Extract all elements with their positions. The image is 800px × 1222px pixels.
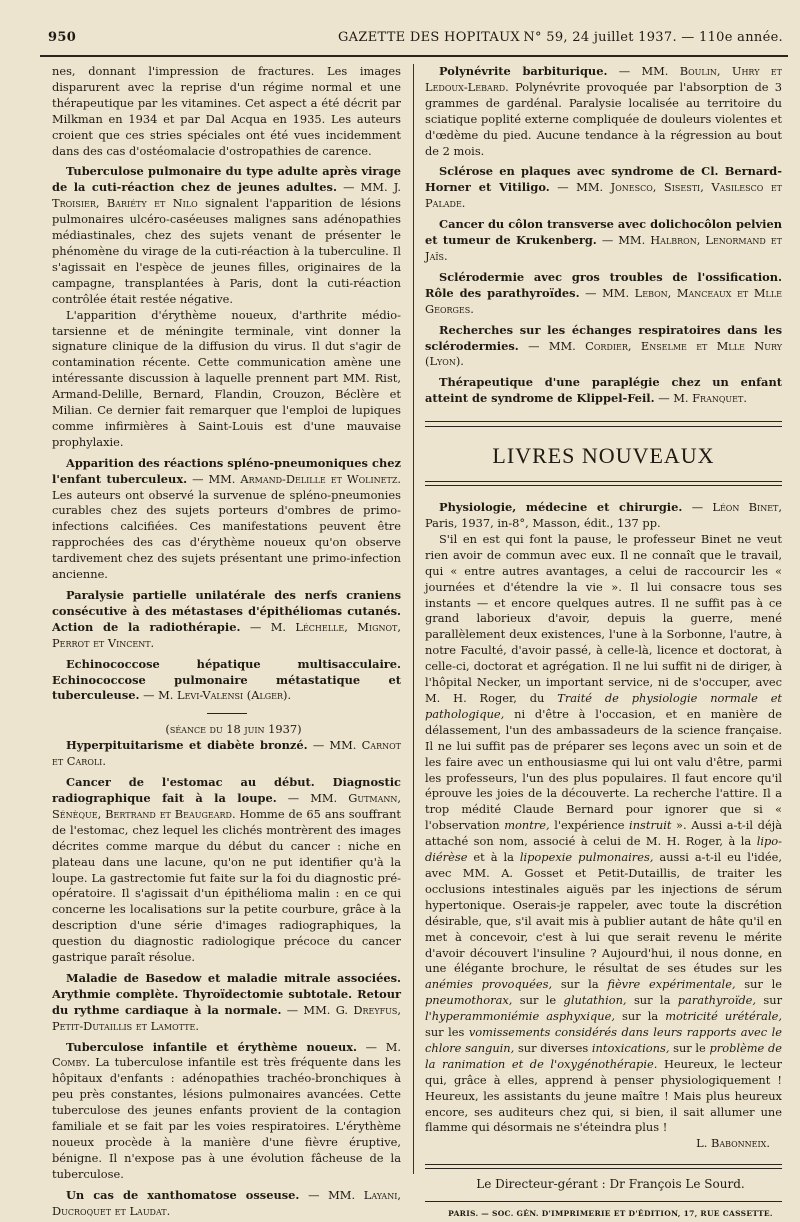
- entry-title: Tuberculose pulmonaire du type adulte après virage de la cuti-réaction chez de jeunes adultes.: [52, 164, 401, 195]
- entry-title: Sclérodermie avec gros troubles de l'ossification. Rôle des parathyroïdes.: [425, 269, 782, 300]
- entry-tuberculose-infantile: [52, 1040, 401, 1183]
- separator-rule: [207, 713, 247, 714]
- entry-title: Sclérose en plaques avec syndrome de Cl. Bernard-Horner et Vitiligo.: [425, 164, 782, 195]
- entry-title: Un cas de xanthomatose osseuse.: [66, 1187, 300, 1202]
- entry-title: Apparition des réactions spléno-pneumoniques chez l'enfant tuberculeux.: [52, 455, 401, 486]
- entry-authors: — MM. Boulin, Uhry et Ledoux-Lebard.: [425, 64, 782, 94]
- section-rule: [425, 421, 782, 427]
- section-title-rule: [425, 481, 782, 486]
- footer-rule: [425, 1164, 782, 1169]
- entry-authors: — MM. G. Dreyfus, Petit-Dutaillis et Lamotte.: [52, 1002, 401, 1033]
- entry-text: signalent l'apparition de lésions pulmonaires ulcéro-caséeuses malignes sans adénopathies médiastinales, chez des sujets venant de présenter le phénomène du virage de la cuti-réaction à la tuberculine. Il s'agissait en l'espèce de jeunes filles, originaires de la campagne, transplantées à Paris, dont la cuti-réaction contrôlée était restée négative.: [52, 196, 402, 306]
- section-title: LIVRES NOUVEAUX: [492, 443, 715, 469]
- page-header: [48, 30, 783, 50]
- entry-authors: — M. Levi-Valensi (Alger).: [143, 688, 292, 703]
- entry-authors: — MM. J. Troisier, Bariéty et Nilo: [52, 180, 402, 211]
- entry-authors: — MM. Layani, Ducroquet et Laudat.: [52, 1187, 401, 1218]
- entry-text: La tuberculose infantile est très fréquente dans les hôpitaux d'enfants : adénopathies trachéo-bronchiques à peu près constantes, lésions pulmonaires avancées. Cette tuberculose des jeunes enfants provient de la contagion familiale et se fait par les voies respiratoires. L'érythème noueux procède à la manière d'une fièvre éruptive, bénigne. Il n'expose pas à une évolution fâcheuse de la tuberculose.: [52, 1055, 401, 1181]
- entry-authors: — MM. Carnot et Caroli.: [52, 738, 402, 769]
- entry-echinococcose: [52, 657, 401, 705]
- entry-authors: — MM. Cordier, Enselme et Mlle Nury (Lyon).: [425, 338, 782, 369]
- entry-title: Recherches sur les échanges respiratoires dans les sclérodermies.: [425, 322, 782, 353]
- entry-authors: — MM. Jonesco, Sisesti, Vasilesco et Palade.: [425, 180, 783, 211]
- book-details: Paris, 1937, in-8°, Masson, édit., 137 pp.: [425, 516, 661, 531]
- entry-tuberculose-pulmonaire: [52, 164, 401, 307]
- book-title: Physiologie, médecine et chirurgie.: [439, 500, 683, 515]
- paragraph: L'apparition d'érythème noueux, d'arthrite médio-tarsienne et de méningite terminale, vint donner la signature clinique de la diffusion du virus. Il dut s'agir de contamination récente. Cette communication amène une intéressante discussion à laquelle prennent part MM. Rist, Armand-Delille, Bernard, Flandin, Crouzon, Béclère et Milian. Ce dernier fait remarquer que l'emploi de lupiques comme infirmières à Saint-Louis est d'une mauvaise prophylaxie.: [52, 307, 401, 449]
- entry-paralysie: [52, 588, 401, 652]
- entry-title: Cancer de l'estomac au début. Diagnostic radiographique fait à la loupe.: [52, 775, 401, 805]
- entry-authors: — M. Comby.: [52, 1039, 402, 1070]
- entry-klippel-feil: [425, 375, 782, 407]
- entry-title: Tuberculose infantile et érythème noueux.: [66, 1039, 357, 1054]
- entry-text: Polynévrite provoquée par l'absorption de 3 grammes de gardénal. Paralysie localisée au territoire du sciatique poplité externe compliquée de douleurs violentes et d'œdème du pied. Aucune tendance à la régression au bout de 2 mois.: [425, 79, 782, 158]
- entry-authors: — M. Léchelle, Mignot, Perrot et Vincent.: [52, 619, 401, 650]
- entry-hyperpituitarisme: [52, 738, 401, 770]
- right-column: [425, 64, 782, 1222]
- entry-polynevrite: [425, 64, 782, 159]
- issue-info: N° 59, 24 juillet 1937. — 110e année.: [523, 30, 783, 45]
- left-column: [52, 64, 401, 1220]
- book-review: S'il en est qui font la pause, le professeur Binet ne veut rien avoir de commun avec eux. Il ne connaît que le travail, qui « entre autres avantages, a celui de raccourcir les « journées et d'étendre la vie ». Il lui consacre tous ses instants — et encore quelques autres. Il ne suffit pas à ce grand laborieux d'avoir, depuis la guerre, mené parallèlement deux existences, l'une à la Sorbonne, l'autre, à notre Faculté, d'avoir passé, à celle-là, licence et doctorat, à celle-ci, doctorat et agrégation. Il ne lui suffit ni de diriger, à l'hôpital Necker, un important service, ni de s'occuper, avec M. H. Roger, du Traité de physiologie normale et pathologique, ni d'être à l'occasion, et en manière de délassement, l'un des ambassadeurs de la science française. Il ne lui suffit pas de préparer ses leçons avec un soin et de les faire avec un enthousiasme qui lui ont valu d'être, parmi les professeurs, l'un des plus populaires. Il faut encore qu'il éprouve les joies de la découverte. La recherche l'attire. Il a trop médité Claude Bernard pour ignorer que si « l'observation montre, l'expérience instruit ». Aussi a-t-il déjà attaché son nom, associé à celui de M. H. Roger, à la lipo-diérèse et à la lipopexie pulmonaires, aussi a-t-il eu l'idée, avec MM. A. Gosset et Petit-Dutaillis, de traiter les occlusions intestinales aiguës par les injections de sérum hypertonique. Oserais-je rappeler, avec toute la discrétion désirable, que, s'il avait mis à publier autant de hâte qu'il en met à concevoir, c'est à lui que serait revenu le mérite d'avoir découvert l'insuline ? Aujourd'hui, il nous donne, en une élégante brochure, le résultat de ses études sur les anémies provoquées, sur la fièvre expérimentale, sur le pneumothorax, sur le glutathion, sur la parathyroïde, sur l'hyperammoniémie asphyxique, sur la motricité urétérale, sur les vomissements considérés dans leurs rapports avec le chlore sanguin, sur diverses intoxications, sur le problème de la ranimation et de l'oxygénothérapie. Heureux, le lecteur qui, grâce à elles, apprend à penser physiologiquement ! Heureux, les assistants du jeune maître ! Mais plus heureux encore, ses auditeurs chez qui, si bien, il sait allumer une flamme qui désormais ne s'éteindra plus !: [425, 531, 783, 1135]
- director-line: Le Directeur-gérant : Dr François Le Sourd.: [476, 1177, 745, 1192]
- entry-authors: — MM. Armand-Delille et Wolinetz.: [192, 471, 402, 486]
- book-entry: [425, 500, 782, 532]
- entry-text: Les auteurs ont observé la survenue de spléno-pneumonies curables chez des sujets porteurs d'ombres de primo-infections calcifiées. Ces manifestations peuvent être rapprochées des cas d'érythème noueux qu'on observe tardivement chez des sujets présentant une primo-infection ancienne.: [52, 487, 401, 582]
- entry-authors: — MM. Gutmann, Sénèque, Bertrand et Beaugeard.: [52, 790, 402, 821]
- entry-sclerose-plaques: [425, 164, 782, 212]
- entry-title: Paralysie partielle unilatérale des nerfs craniens consécutive à des métastases d'épithéliomas cutanés. Action de la radiothérapie.: [52, 588, 401, 634]
- entry-cancer-colon: [425, 217, 782, 265]
- paragraph: nes, donnant l'impression de fractures. Les images disparurent avec la reprise d'un régime normal et une thérapeutique par les vitamines. Cet aspect a été décrit par Milkman en 1934 et par Dal Acqua en 1935. Les auteurs croient que ces stries spéciales ont été vues incidemment dans des cas d'ostéomalacie d'ostropathies de carence.: [52, 64, 401, 158]
- entry-title: Cancer du côlon transverse avec dolichocôlon pelvien et tumeur de Krukenberg.: [425, 217, 782, 248]
- entry-basedow: [52, 971, 401, 1035]
- journal-title: GAZETTE DES HOPITAUX: [338, 30, 520, 45]
- entry-title: Polynévrite barbiturique.: [439, 64, 608, 78]
- column-divider: [413, 64, 414, 1174]
- footer-rule-thin: [425, 1201, 782, 1202]
- seance-date: (séance du 18 juin 1937): [165, 722, 302, 737]
- entry-title: Hyperpituitarisme et diabète bronzé.: [66, 738, 308, 753]
- entry-spleno-pneumoniques: [52, 456, 401, 583]
- printer-line: PARIS. — SOC. GÉN. D'IMPRIMERIE ET D'ÉDITION, 17, RUE CASSETTE.: [448, 1209, 773, 1219]
- review-signature: L. Babonneix.: [696, 1136, 770, 1151]
- entry-authors: — MM. Lebon, Manceaux et Mlle Georges.: [425, 285, 782, 316]
- entry-cancer-estomac: [52, 775, 401, 966]
- entry-authors: — MM. Halbron, Lenormand et Jaïs.: [425, 233, 782, 263]
- header-rule: [40, 55, 788, 57]
- entry-text: Homme de 65 ans souffrant de l'estomac, chez lequel les clichés montrèrent des images décrites comme marque du début du cancer : niche en plateau dans une lacune, qu'on ne put identifier qu'à la loupe. La gastrectomie fut faite sur la foi du diagnostic pré-opératoire. Il s'agissait d'un épithélioma malin : en ce qui concerne les localisations sur la petite courbure, grâce à la description d'une série d'images radiographiques, la question du diagnostic radiologique précoce du cancer gastrique paraît résolue.: [52, 806, 401, 965]
- page-number: 950: [48, 30, 77, 45]
- entry-sclerodermie: [425, 270, 782, 318]
- book-author: — Léon Binet,: [691, 500, 782, 515]
- entry-title: Echinococcose hépatique multisacculaire. Echinococcose pulmonaire métastatique et tuberculeuse.: [52, 656, 401, 703]
- entry-xanthomatose: [52, 1188, 401, 1220]
- entry-title: Thérapeutique d'une paraplégie chez un enfant atteint de syndrome de Klippel-Feil.: [425, 375, 782, 406]
- entry-authors: — M. Franquet.: [658, 391, 747, 406]
- entry-echanges-respiratoires: [425, 323, 782, 371]
- entry-title: Maladie de Basedow et maladie mitrale associées. Arythmie complète. Thyroïdectomie subtotale. Retour du rythme cardiaque à la normale.: [52, 970, 401, 1017]
